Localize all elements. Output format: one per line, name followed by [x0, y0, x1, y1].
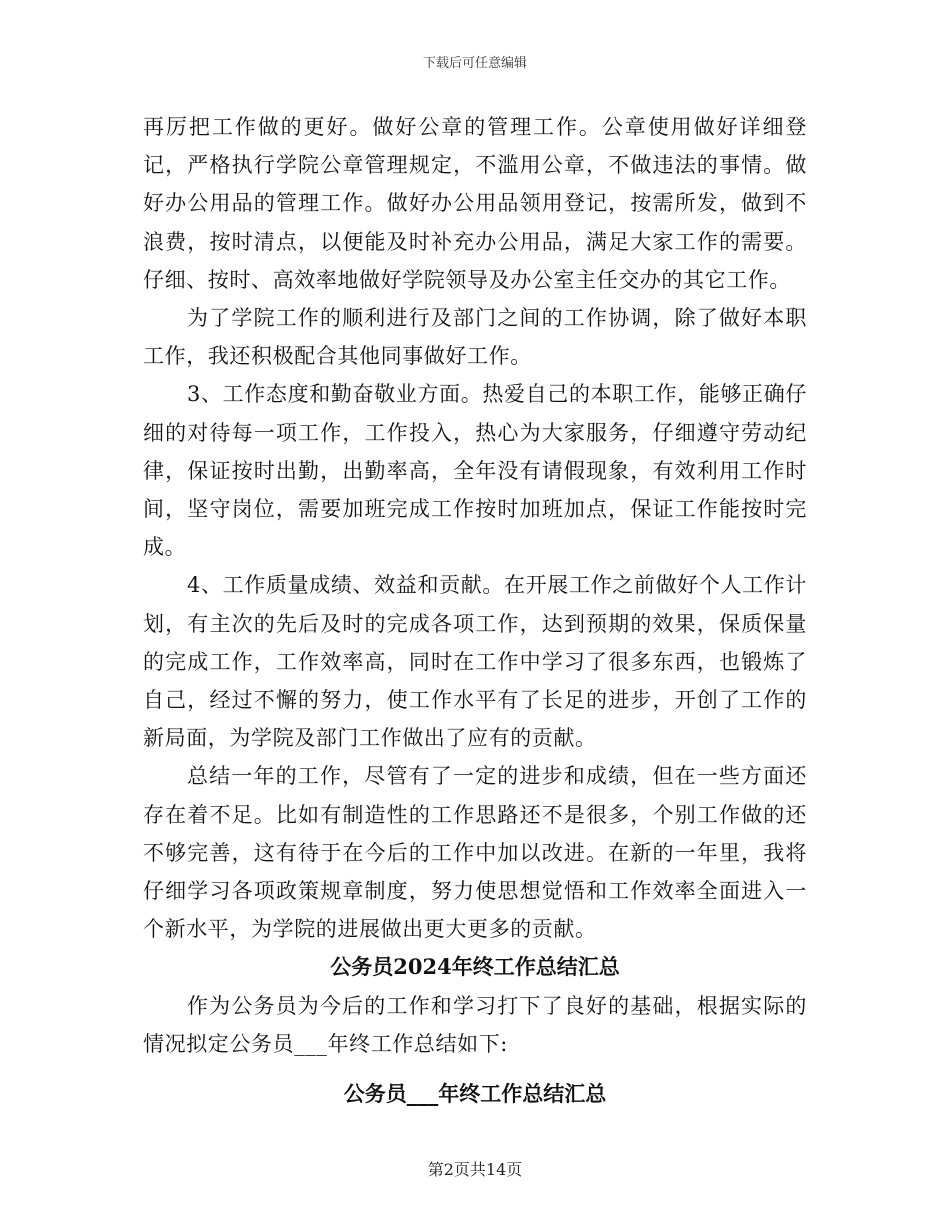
paragraph-summary: 总结一年的工作，尽管有了一定的进步和成绩，但在一些方面还存在着不足。比如有制造性的工作思路还不是很多，个别工作做的还不够完善，这有待于在今后的工作中加以改进。在新的一年里，我将仔细学习各项政策规章制度，努力使思想觉悟和工作效率全面进入一个新水平，为学院的进展做出更大更多的贡献。: [143, 764, 807, 942]
paragraph-intro: 作为公务员为今后的工作和学习打下了良好的基础，根据实际的情况拟定公务员___年终工作总结如下:: [143, 993, 807, 1056]
paragraph-work-attitude: 3、工作态度和勤奋敬业方面。热爱自己的本职工作，能够正确仔细的对待每一项工作，工作投入，热心为大家服务，仔细遵守劳动纪律，保证按时出勤，出勤率高，全年没有请假现象，有效利用工作时间，坚守岗位，需要加班完成工作按时加班加点，保证工作能按时完成。: [143, 382, 807, 560]
paragraph-work-quality: 4、工作质量成绩、效益和贡献。在开展工作之前做好个人工作计划，有主次的先后及时的完成各项工作，达到预期的效果，保质保量的完成工作，工作效率高，同时在工作中学习了很多东西，也锻炼了自己，经过不懈的努力，使工作水平有了长足的进步，开创了工作的新局面，为学院及部门工作做出了应有的贡献。: [143, 573, 807, 751]
section-title: 公务员2024年终工作总结汇总: [330, 954, 620, 980]
section-subtitle: 公务员___年终工作总结汇总: [343, 1081, 607, 1107]
page-number: 第2页共14页: [427, 1160, 523, 1179]
paragraph-cooperation: 为了学院工作的顺利进行及部门之间的工作协调，除了做好本职工作，我还积极配合其他同事做好工作。: [143, 306, 807, 369]
page-header-note: 下载后可任意编辑: [422, 56, 527, 71]
paragraph-continuation: 再厉把工作做的更好。做好公章的管理工作。公章使用做好详细登记，严格执行学院公章管理规定，不滥用公章，不做违法的事情。做好办公用品的管理工作。做好办公用品领用登记，按需所发，做到不浪费，按时清点，以便能及时补充办公用品，满足大家工作的需要。仔细、按时、高效率地做好学院领导及办公室主任交办的其它工作。: [143, 115, 807, 292]
document-body: [143, 108, 807, 1113]
